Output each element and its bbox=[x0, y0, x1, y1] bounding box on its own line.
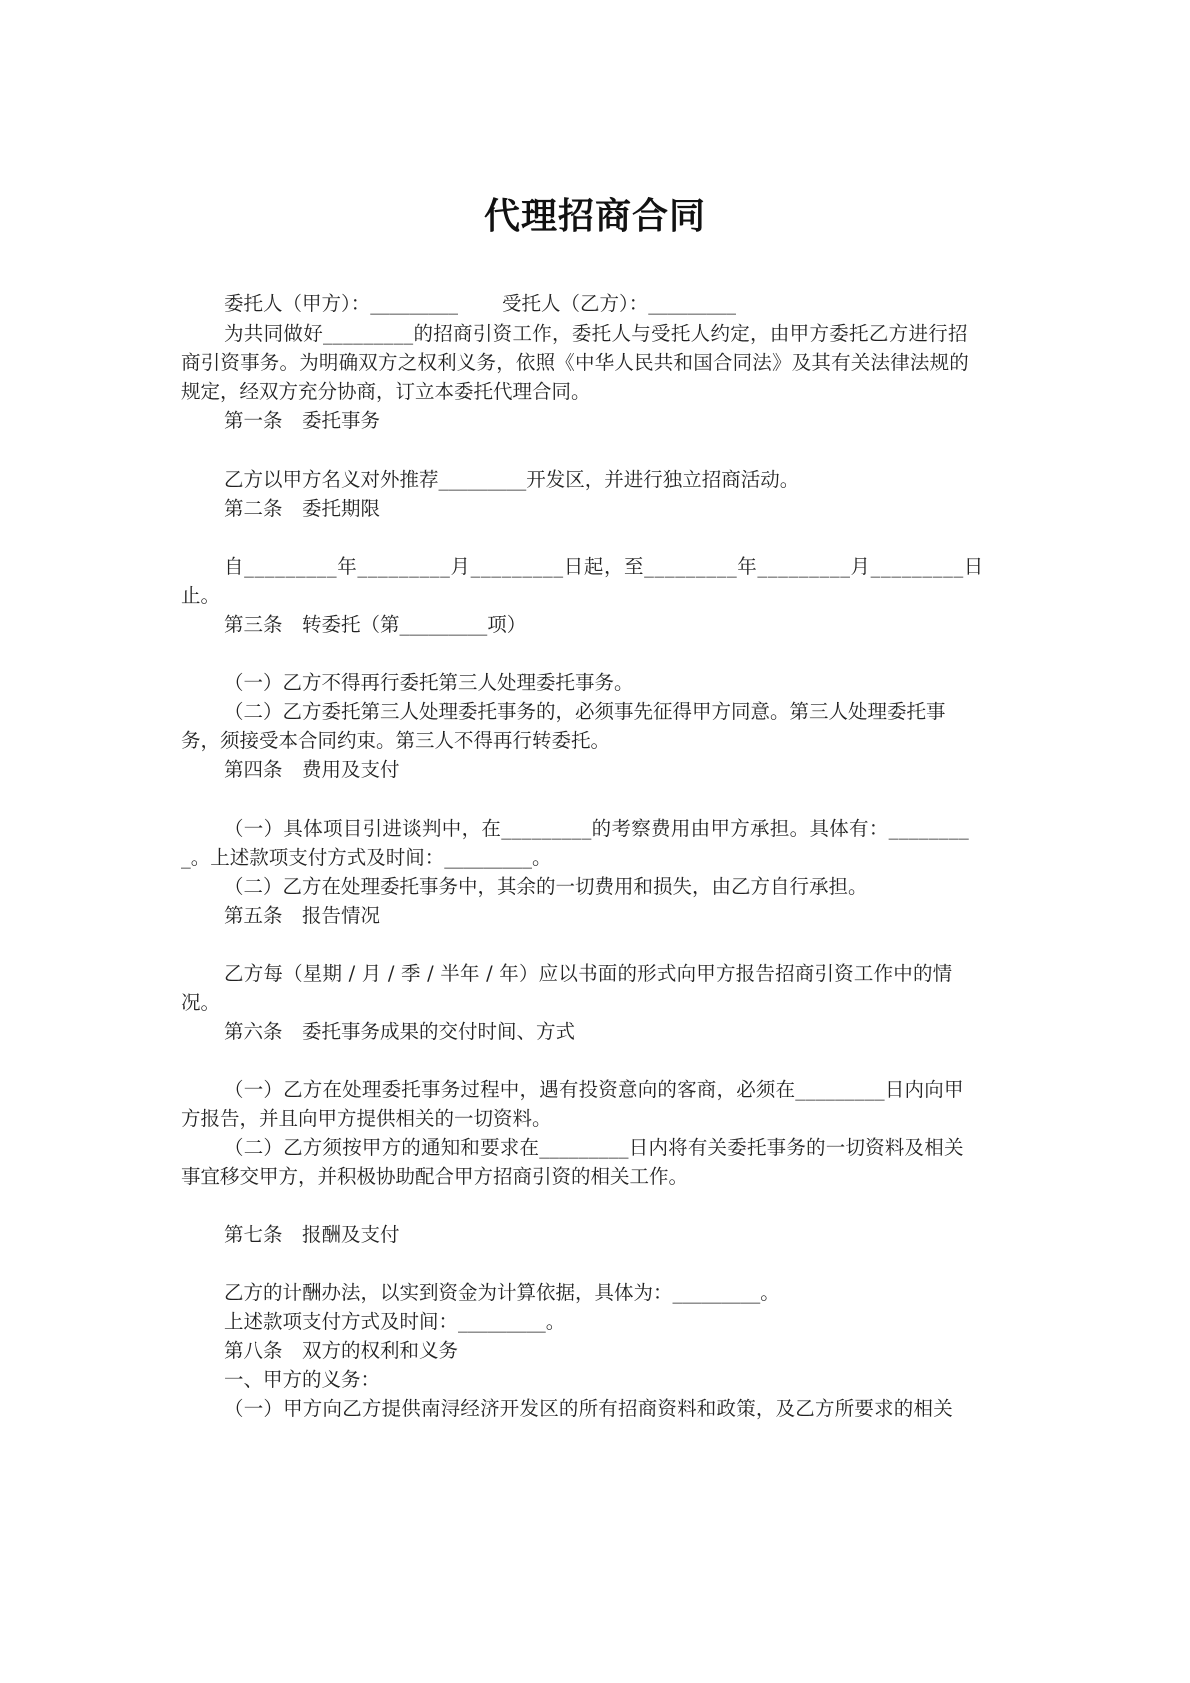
article-7-text-1: 乙方的计酬办法，以实到资金为计算依据，具体为：_________。 bbox=[224, 1281, 780, 1304]
article-2-heading: 第二条 委托期限 bbox=[224, 497, 381, 520]
article-4-item-2: （二）乙方在处理委托事务中，其余的一切费用和损失，由乙方自行承担。 bbox=[224, 875, 868, 898]
article-3-item-1: （一）乙方不得再行委托第三人处理委托事务。 bbox=[224, 671, 634, 694]
article-4-heading: 第四条 费用及支付 bbox=[224, 758, 400, 781]
article-2-text-2: 止。 bbox=[181, 584, 221, 607]
article-6-item-1-line-1: （一）乙方在处理委托事务过程中，遇有投资意向的客商，必须在_________日内向甲 bbox=[224, 1078, 964, 1101]
article-3-item-2-line-2: 务，须接受本合同约束。第三人不得再行转委托。 bbox=[181, 729, 611, 752]
article-6-item-1-line-2: 方报告，并且向甲方提供相关的一切资料。 bbox=[181, 1107, 552, 1130]
article-8-subheading: 一、甲方的义务： bbox=[224, 1368, 381, 1391]
article-3-heading: 第三条 转委托（第_________项） bbox=[224, 613, 527, 636]
party-b-line: 受托人（乙方）：_________ bbox=[502, 292, 737, 315]
article-5-heading: 第五条 报告情况 bbox=[224, 904, 381, 927]
article-4-item-1-line-2: _。上述款项支付方式及时间：_________。 bbox=[181, 846, 552, 869]
article-1-heading: 第一条 委托事务 bbox=[224, 409, 381, 432]
article-6-item-2-line-1: （二）乙方须按甲方的通知和要求在_________日内将有关委托事务的一切资料及相关 bbox=[224, 1136, 964, 1159]
article-8-heading: 第八条 双方的权利和义务 bbox=[224, 1339, 459, 1362]
preamble-line-1: 为共同做好_________的招商引资工作，委托人与受托人约定，由甲方委托乙方进行招 bbox=[224, 322, 968, 345]
article-7-heading: 第七条 报酬及支付 bbox=[224, 1223, 400, 1246]
preamble-line-3: 规定，经双方充分协商，订立本委托代理合同。 bbox=[181, 380, 591, 403]
article-3-item-2-line-1: （二）乙方委托第三人处理委托事务的，必须事先征得甲方同意。第三人处理委托事 bbox=[224, 700, 946, 723]
article-6-heading: 第六条 委托事务成果的交付时间、方式 bbox=[224, 1020, 576, 1043]
article-4-item-1-line-1: （一）具体项目引进谈判中，在_________的考察费用由甲方承担。具体有：________ bbox=[224, 817, 970, 840]
party-a-line: 委托人（甲方）：_________ bbox=[224, 292, 459, 315]
document-title: 代理招商合同 bbox=[483, 196, 706, 237]
article-2-text-1: 自_________年_________月_________日起，至_________年_________月_________日 bbox=[224, 555, 984, 578]
preamble-line-2: 商引资事务。为明确双方之权利义务，依照《中华人民共和国合同法》及其有关法律法规的 bbox=[181, 351, 970, 374]
article-5-text-1: 乙方每（星期 / 月 / 季 / 半年 / 年）应以书面的形式向甲方报告招商引资工作中的情 bbox=[224, 962, 953, 985]
article-1-text: 乙方以甲方名义对外推荐_________开发区，并进行独立招商活动。 bbox=[224, 468, 800, 491]
article-8-item-1: （一）甲方向乙方提供南浔经济开发区的所有招商资料和政策，及乙方所要求的相关 bbox=[224, 1397, 953, 1420]
article-6-item-2-line-2: 事宜移交甲方，并积极协助配合甲方招商引资的相关工作。 bbox=[181, 1165, 689, 1188]
article-7-text-2: 上述款项支付方式及时间：_________。 bbox=[224, 1310, 566, 1333]
article-5-text-2: 况。 bbox=[181, 991, 221, 1014]
